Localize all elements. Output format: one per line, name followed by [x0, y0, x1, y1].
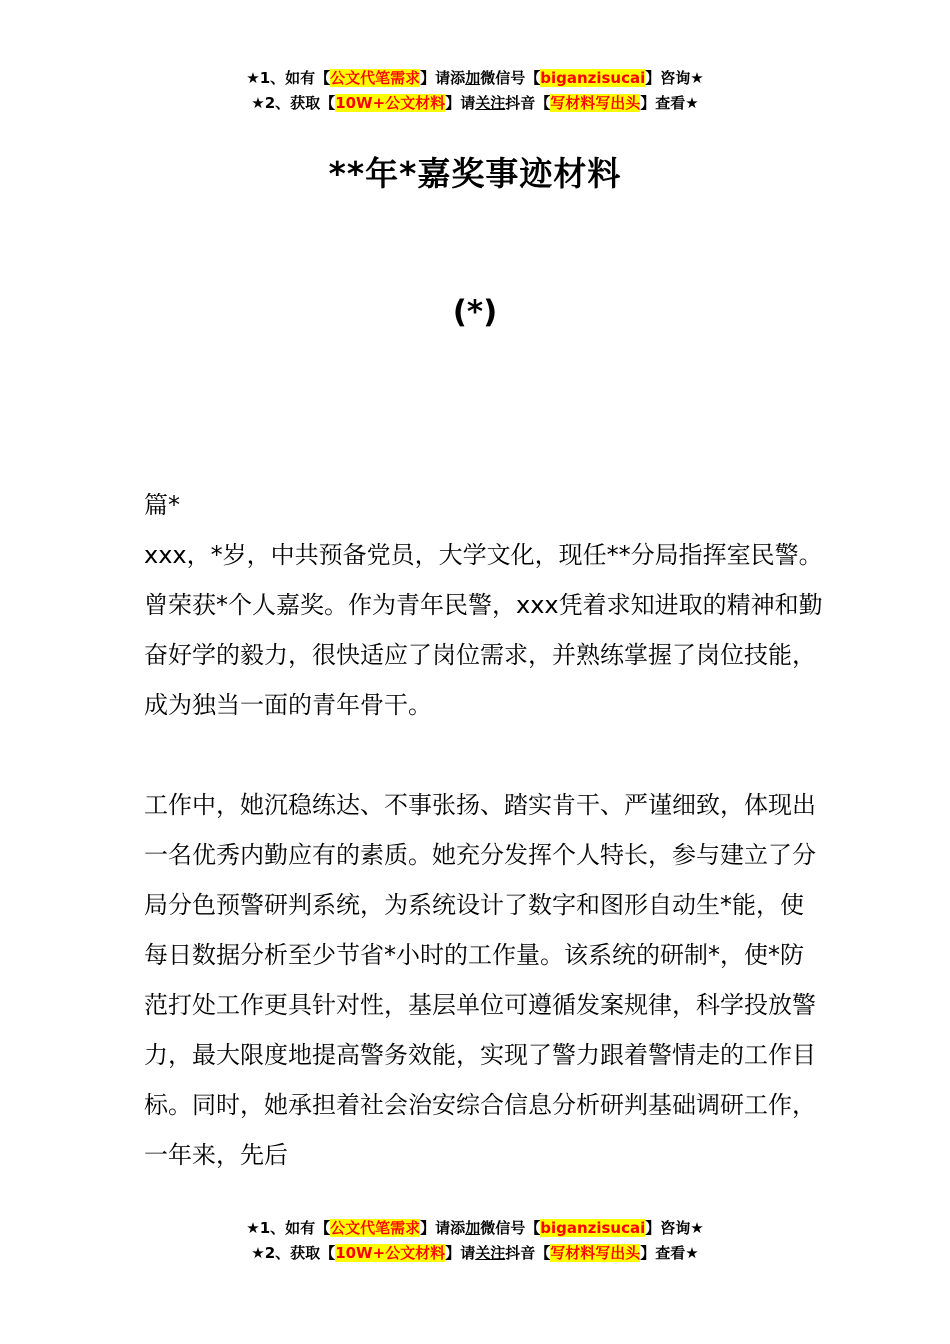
promo-underline: 关注: [475, 1244, 506, 1262]
promo-highlight: 10W+公文材料: [335, 1244, 446, 1262]
promo-banner-bottom: [0, 1216, 950, 1266]
promo-text: ★1、如有【: [246, 1219, 331, 1237]
promo-line-2: [0, 1241, 950, 1266]
document-title: **年*嘉奖事迹材料: [328, 154, 622, 193]
promo-text: ★1、如有【: [246, 69, 331, 87]
promo-text: ★2、获取【: [251, 1244, 336, 1262]
promo-line-1: [0, 1216, 950, 1241]
promo-text: 】咨询★: [645, 69, 704, 87]
promo-highlight: 公文代笔需求: [330, 69, 421, 87]
promo-text: 】请添: [420, 69, 466, 87]
promo-text: 】咨询★: [645, 1219, 704, 1237]
promo-highlight: 10W+公文材料: [335, 94, 446, 112]
paragraph-gap: [144, 730, 824, 780]
promo-highlight: 写材料写出头: [550, 1244, 641, 1262]
promo-text: 抖音【: [505, 94, 551, 112]
promo-banner-top: [0, 66, 950, 116]
promo-underline: 加: [465, 69, 481, 87]
promo-text: 抖音【: [505, 1244, 551, 1262]
promo-text: 微信号【: [480, 69, 541, 87]
paragraph: xxx，*岁，中共预备党员，大学文化，现任**分局指挥室民警。曾荣获*个人嘉奖。作为青年民警，xxx凭着求知进取的精神和勤奋好学的毅力，很快适应了岗位需求，并熟练掌握了岗位技能，成为独当一面的青年骨干。: [144, 541, 823, 719]
paragraph: 工作中，她沉稳练达、不事张扬、踏实肯干、严谨细致，体现出一名优秀内勤应有的素质。她充分发挥个人特长，参与建立了分局分色预警研判系统，为系统设计了数字和图形自动生*能，使每日数据分析至少节省*小时的工作量。该系统的研制*，使*防范打处工作更具针对性，基层单位可遵循发案规律，科学投放警力，最大限度地提高警务效能，实现了警力跟着警情走的工作目标。同时，她承担着社会治安综合信息分析研判基础调研工作，一年来，先后: [144, 791, 816, 1169]
promo-highlight: biganzisucai: [540, 69, 646, 87]
promo-text: 微信号【: [480, 1219, 541, 1237]
document-body: [144, 480, 824, 1180]
promo-text: ★2、获取【: [251, 94, 336, 112]
promo-text: 】查看★: [640, 94, 699, 112]
promo-text: 】请: [445, 94, 476, 112]
promo-underline: 关注: [475, 94, 506, 112]
promo-line-1: [0, 66, 950, 91]
promo-text: 】请: [445, 1244, 476, 1262]
promo-highlight: 写材料写出头: [550, 94, 641, 112]
promo-highlight: biganzisucai: [540, 1219, 646, 1237]
document-subtitle: (*): [452, 294, 498, 330]
promo-text: 】查看★: [640, 1244, 699, 1262]
promo-underline: 加: [465, 1219, 481, 1237]
promo-line-2: [0, 91, 950, 116]
promo-text: 】请添: [420, 1219, 466, 1237]
section-label: 篇*: [144, 491, 180, 519]
promo-highlight: 公文代笔需求: [330, 1219, 421, 1237]
